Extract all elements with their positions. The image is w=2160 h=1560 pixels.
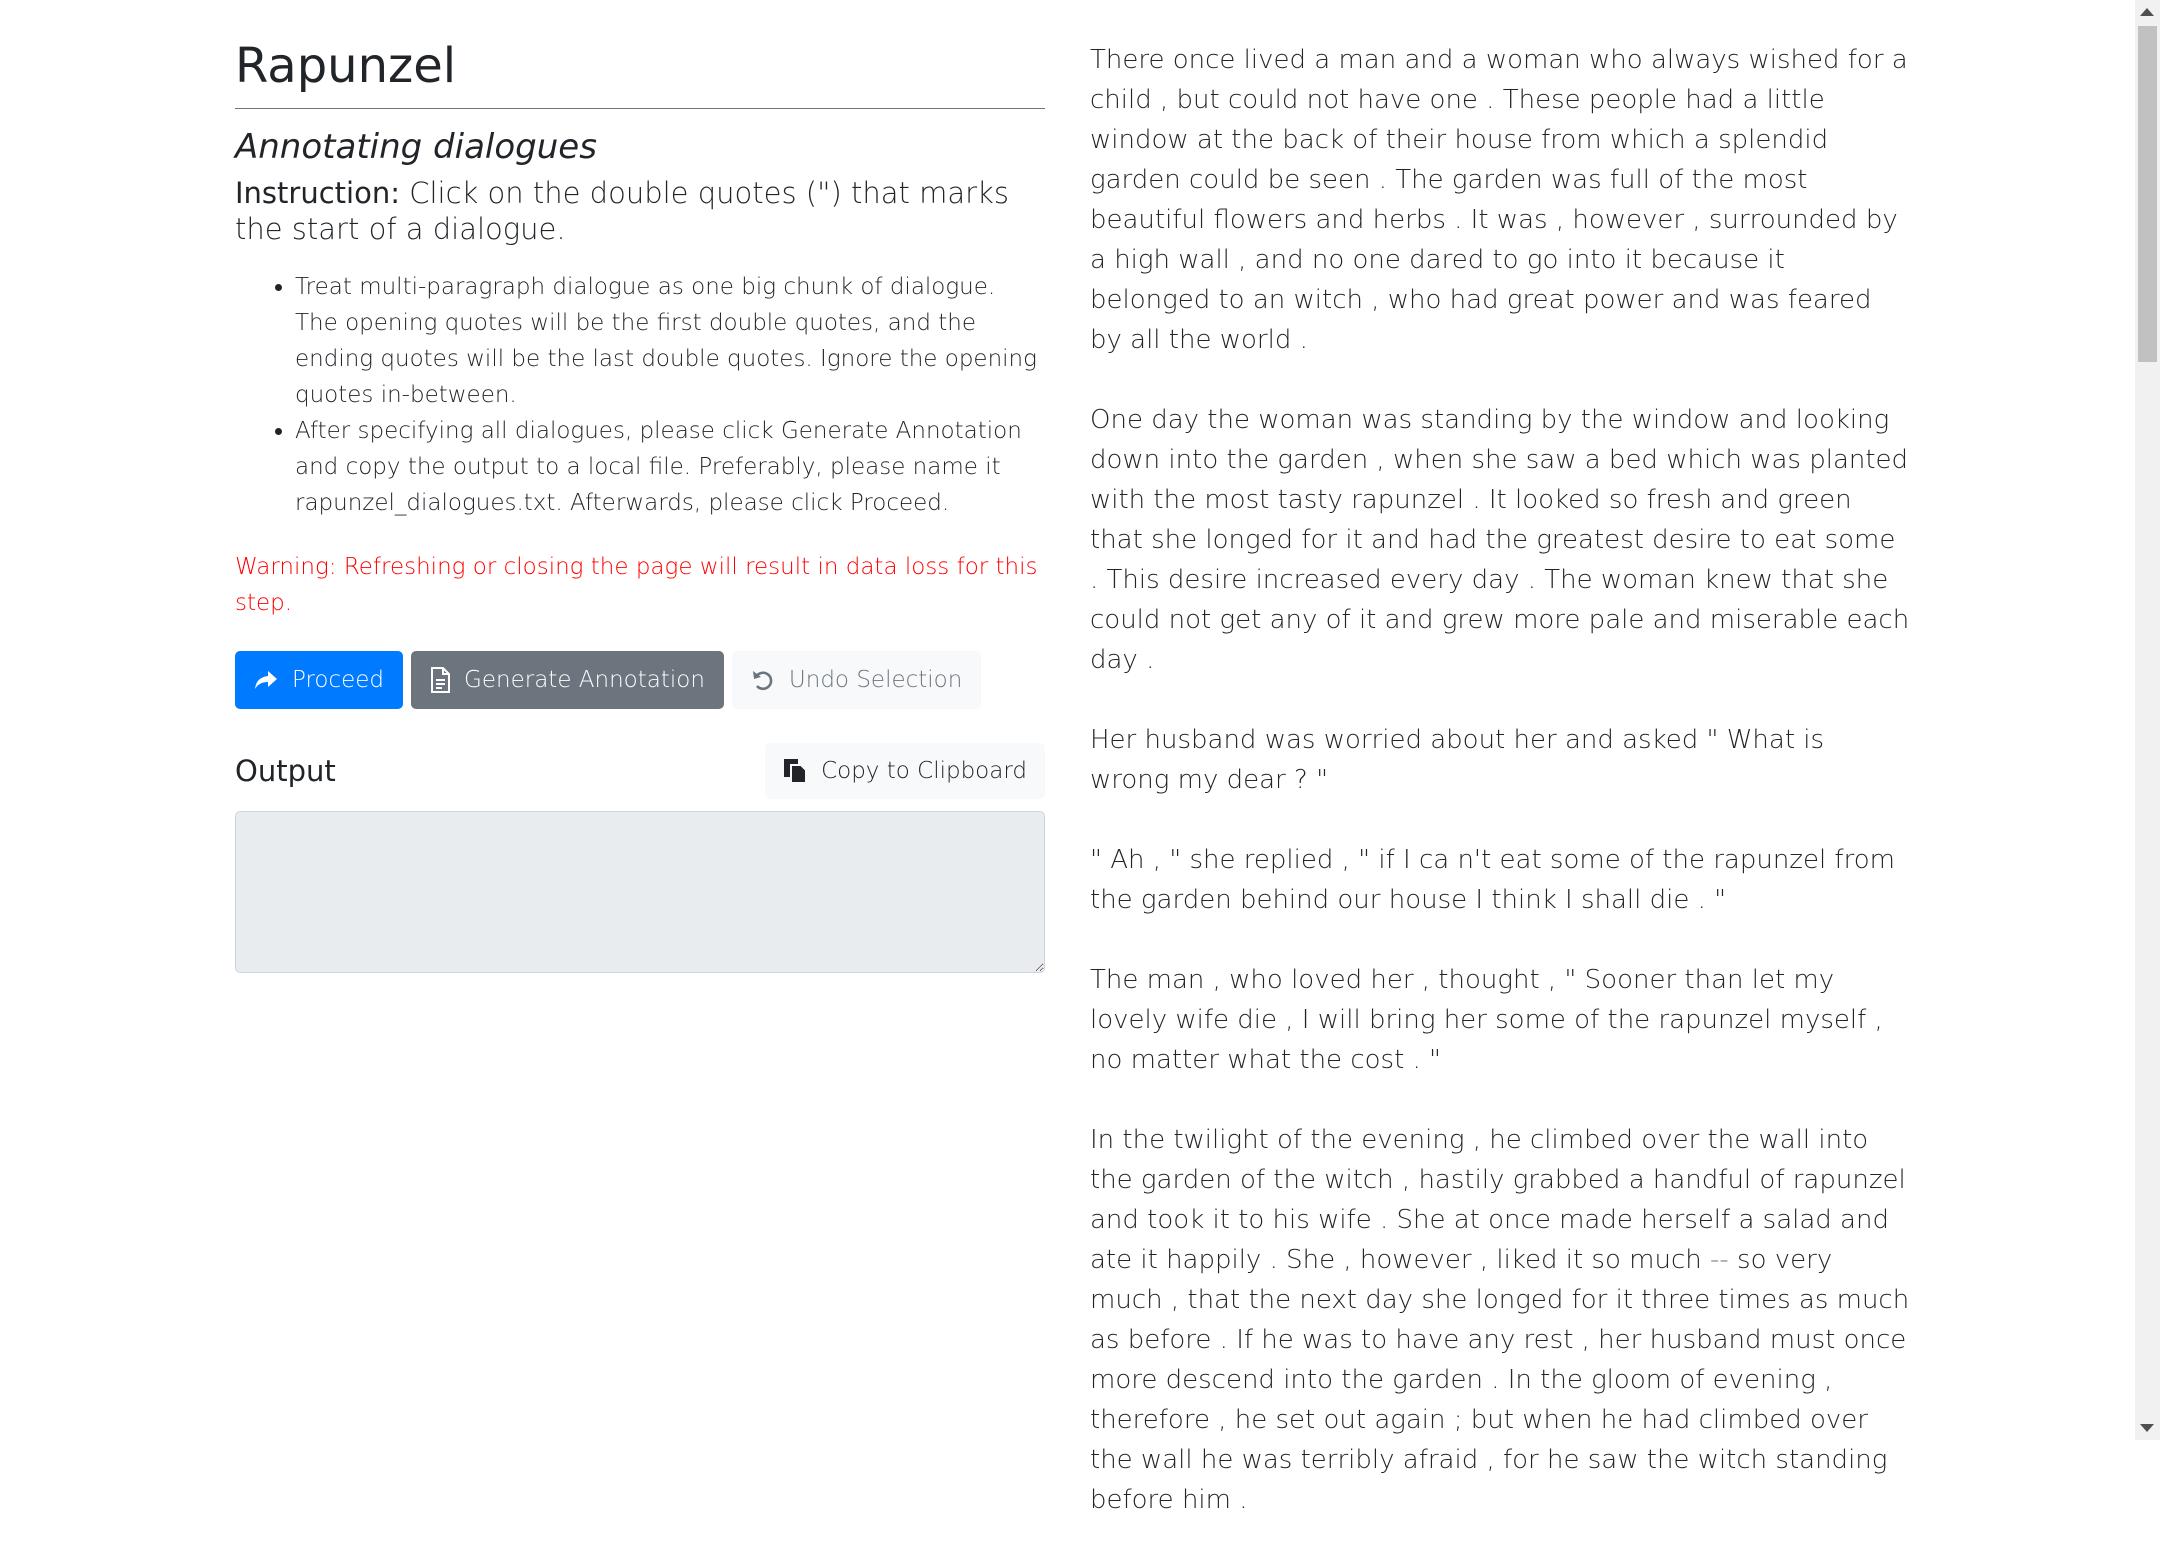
warning-message: Warning: Refreshing or closing the page will result in data loss for this step. xyxy=(235,554,1038,616)
scroll-down-arrow-icon[interactable] xyxy=(2140,1424,2154,1432)
undo-selection-label: Undo Selection xyxy=(788,667,963,693)
story-paragraph: " Ah , " she replied , " if I ca n't eat some of the rapunzel from the garden behind our house I think I shall die . " xyxy=(1090,845,1895,915)
proceed-button[interactable] xyxy=(235,651,403,709)
page-scrollbar[interactable] xyxy=(2135,0,2160,1440)
generate-annotation-label: Generate Annotation xyxy=(464,667,705,693)
story-paragraph xyxy=(1090,1120,1910,1520)
instruction-text xyxy=(235,175,1045,247)
story-paragraph: Her husband was worried about her and asked " What is wrong my dear ? " xyxy=(1090,725,1825,795)
rule-item: • After specifying all dialogues, please click Generate Annotation and copy the output to a local file. Preferably, please name it rapunzel_dialogues.txt. Afterwards, please click Proceed. xyxy=(295,413,1045,521)
story-text-part: so very much , that the next day she longed for it three times as much as before . If he was to have any rest , her husband must once more descend into the garden . In the gloom of evening , therefore , he set out again ; but when he had climbed over the wall he was terribly afraid , for he saw the witch standing before him . xyxy=(1090,1245,1910,1515)
instruction-body: Click on the double quotes (") that marks the start of a dialogue. xyxy=(235,176,1009,246)
output-textarea[interactable] xyxy=(235,811,1045,973)
undo-selection-button[interactable] xyxy=(732,651,981,709)
undo-icon xyxy=(751,668,775,692)
rule-item: • Treat multi-paragraph dialogue as one big chunk of dialogue. The opening quotes will be the first double quotes, and the ending quotes will be the last double quotes. Ignore the opening quotes in-between. xyxy=(295,269,1045,413)
copy-to-clipboard-label: Copy to Clipboard xyxy=(821,758,1027,784)
rules-list xyxy=(235,269,1045,521)
instructions-panel xyxy=(235,30,1045,977)
story-text-part: In the twilight of the evening , he climbed over the wall into the garden of the witch , hastily grabbed a handful of rapunzel and took it to his wife . She at once made herself a salad and ate it happily . She , however , liked it so much xyxy=(1090,1125,1906,1275)
output-header xyxy=(235,743,1045,799)
output-label: Output xyxy=(235,754,336,788)
story-paragraph: There once lived a man and a woman who always wished for a child , but could not have one . These people had a little window at the back of their house from which a splendid garden could be seen . The garden was full of the most beautiful flowers and herbs . It was , however , surrounded by a high wall , and no one dared to go into it because it belonged to an witch , who had great power and was feared by all the world . xyxy=(1090,45,1908,355)
copy-to-clipboard-button[interactable] xyxy=(765,743,1045,799)
share-arrow-icon xyxy=(254,669,278,691)
story-text-panel xyxy=(1090,40,1910,1560)
story-paragraph: One day the woman was standing by the window and looking down into the garden , when she saw a bed which was planted with the most tasty rapunzel . It looked so fresh and green that she longed for it and had the greatest desire to eat some . This desire increased every day . The woman knew that she could not get any of it and grew more pale and miserable each day . xyxy=(1090,405,1910,675)
scroll-thumb[interactable] xyxy=(2138,26,2157,362)
action-buttons xyxy=(235,651,1045,709)
scroll-up-arrow-icon[interactable] xyxy=(2140,8,2154,16)
generate-annotation-button[interactable] xyxy=(411,651,724,709)
page-subtitle: Annotating dialogues xyxy=(235,127,597,167)
clipboard-copy-icon xyxy=(783,758,807,784)
story-dashes: -- xyxy=(1710,1245,1729,1275)
proceed-label: Proceed xyxy=(292,667,385,693)
instruction-label: Instruction: xyxy=(235,176,400,210)
file-text-icon xyxy=(430,667,450,693)
page-title: Rapunzel xyxy=(235,30,1045,109)
story-paragraph: The man , who loved her , thought , " Sooner than let my lovely wife die , I will bring her some of the rapunzel myself , no matter what the cost . " xyxy=(1090,965,1883,1075)
